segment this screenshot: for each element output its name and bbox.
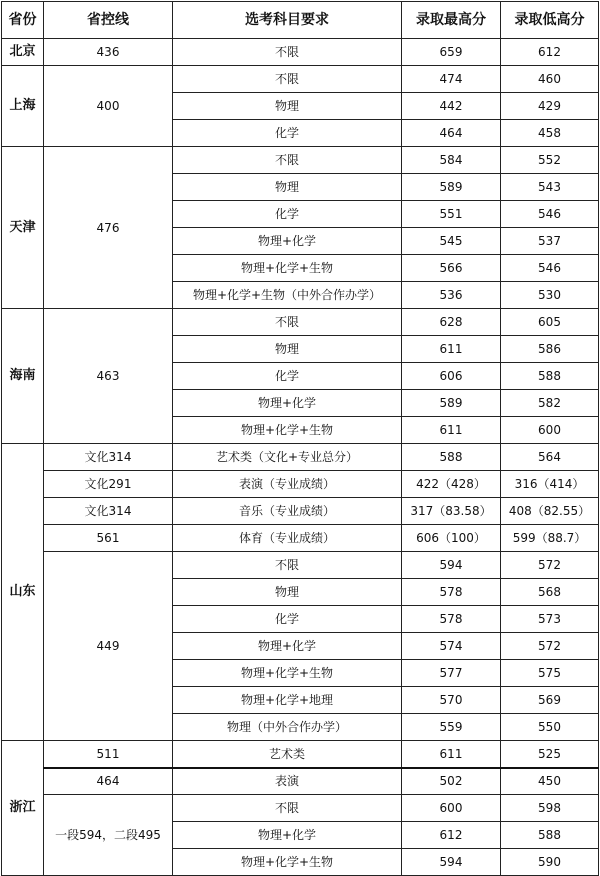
max-score-cell: 566 — [402, 255, 501, 282]
max-score-cell: 545 — [402, 228, 501, 255]
max-score-cell: 502 — [402, 768, 501, 795]
min-score-cell: 573 — [501, 606, 599, 633]
control-line-cell: 一段594，二段495 — [44, 795, 173, 876]
max-score-cell: 611 — [402, 336, 501, 363]
max-score-cell: 588 — [402, 444, 501, 471]
table-row — [2, 471, 599, 498]
max-score-cell: 594 — [402, 552, 501, 579]
max-score-cell: 559 — [402, 714, 501, 741]
subject-requirement-cell: 艺术类 — [173, 741, 402, 768]
subject-requirement-cell: 不限 — [173, 39, 402, 66]
subject-requirement-cell: 物理 — [173, 336, 402, 363]
header-control-line: 省控线 — [44, 2, 173, 39]
min-score-cell: 605 — [501, 309, 599, 336]
max-score-cell: 589 — [402, 390, 501, 417]
min-score-cell: 552 — [501, 147, 599, 174]
subject-requirement-cell: 不限 — [173, 147, 402, 174]
min-score-cell: 530 — [501, 282, 599, 309]
min-score-cell: 598 — [501, 795, 599, 822]
max-score-cell: 584 — [402, 147, 501, 174]
subject-requirement-cell: 物理+化学 — [173, 228, 402, 255]
province-cell: 山东 — [2, 444, 44, 741]
table-row — [2, 309, 599, 336]
subject-requirement-cell: 不限 — [173, 66, 402, 93]
subject-requirement-cell: 化学 — [173, 120, 402, 147]
table-row — [2, 147, 599, 174]
header-row — [2, 2, 599, 39]
max-score-cell: 594 — [402, 849, 501, 876]
control-line-cell: 449 — [44, 552, 173, 741]
control-line-cell: 文化314 — [44, 498, 173, 525]
table-row — [2, 552, 599, 579]
max-score-cell: 659 — [402, 39, 501, 66]
max-score-cell: 578 — [402, 579, 501, 606]
header-province: 省份 — [2, 2, 44, 39]
admission-score-table — [1, 1, 599, 876]
subject-requirement-cell: 物理+化学+地理 — [173, 687, 402, 714]
table-row — [2, 741, 599, 768]
min-score-cell: 525 — [501, 741, 599, 768]
province-cell: 海南 — [2, 309, 44, 444]
min-score-cell: 599（88.7） — [501, 525, 599, 552]
subject-requirement-cell: 化学 — [173, 606, 402, 633]
min-score-cell: 408（82.55） — [501, 498, 599, 525]
min-score-cell: 316（414） — [501, 471, 599, 498]
max-score-cell: 536 — [402, 282, 501, 309]
subject-requirement-cell: 物理+化学 — [173, 633, 402, 660]
max-score-cell: 422（428） — [402, 471, 501, 498]
control-line-cell: 561 — [44, 525, 173, 552]
control-line-cell: 400 — [44, 66, 173, 147]
subject-requirement-cell: 物理+化学+生物 — [173, 849, 402, 876]
max-score-cell: 574 — [402, 633, 501, 660]
max-score-cell: 589 — [402, 174, 501, 201]
max-score-cell: 611 — [402, 417, 501, 444]
subject-requirement-cell: 不限 — [173, 795, 402, 822]
subject-requirement-cell: 物理+化学+生物（中外合作办学） — [173, 282, 402, 309]
subject-requirement-cell: 物理 — [173, 174, 402, 201]
min-score-cell: 575 — [501, 660, 599, 687]
province-cell: 天津 — [2, 147, 44, 309]
max-score-cell: 611 — [402, 741, 501, 768]
header-min-score: 录取低高分 — [501, 2, 599, 39]
subject-requirement-cell: 表演 — [173, 768, 402, 795]
subject-requirement-cell: 物理+化学+生物 — [173, 255, 402, 282]
min-score-cell: 546 — [501, 201, 599, 228]
table-row — [2, 444, 599, 471]
control-line-cell: 436 — [44, 39, 173, 66]
min-score-cell: 590 — [501, 849, 599, 876]
max-score-cell: 606（100） — [402, 525, 501, 552]
subject-requirement-cell: 化学 — [173, 363, 402, 390]
min-score-cell: 450 — [501, 768, 599, 795]
max-score-cell: 464 — [402, 120, 501, 147]
max-score-cell: 577 — [402, 660, 501, 687]
subject-requirement-cell: 音乐（专业成绩） — [173, 498, 402, 525]
min-score-cell: 429 — [501, 93, 599, 120]
control-line-cell: 511 — [44, 741, 173, 768]
province-cell: 北京 — [2, 39, 44, 66]
subject-requirement-cell: 不限 — [173, 552, 402, 579]
min-score-cell: 569 — [501, 687, 599, 714]
subject-requirement-cell: 物理 — [173, 579, 402, 606]
min-score-cell: 572 — [501, 552, 599, 579]
min-score-cell: 600 — [501, 417, 599, 444]
control-line-cell: 文化291 — [44, 471, 173, 498]
min-score-cell: 550 — [501, 714, 599, 741]
max-score-cell: 600 — [402, 795, 501, 822]
control-line-cell: 464 — [44, 768, 173, 795]
table-row — [2, 66, 599, 93]
min-score-cell: 612 — [501, 39, 599, 66]
control-line-cell: 463 — [44, 309, 173, 444]
table-row — [2, 768, 599, 795]
subject-requirement-cell: 化学 — [173, 201, 402, 228]
subject-requirement-cell: 物理（中外合作办学） — [173, 714, 402, 741]
min-score-cell: 582 — [501, 390, 599, 417]
table-row — [2, 795, 599, 822]
max-score-cell: 474 — [402, 66, 501, 93]
max-score-cell: 317（83.58） — [402, 498, 501, 525]
control-line-cell: 文化314 — [44, 444, 173, 471]
subject-requirement-cell: 表演（专业成绩） — [173, 471, 402, 498]
province-cell: 浙江 — [2, 741, 44, 876]
max-score-cell: 442 — [402, 93, 501, 120]
max-score-cell: 578 — [402, 606, 501, 633]
max-score-cell: 606 — [402, 363, 501, 390]
table-body — [2, 39, 599, 876]
min-score-cell: 568 — [501, 579, 599, 606]
min-score-cell: 588 — [501, 822, 599, 849]
min-score-cell: 537 — [501, 228, 599, 255]
subject-requirement-cell: 不限 — [173, 309, 402, 336]
max-score-cell: 628 — [402, 309, 501, 336]
control-line-cell: 476 — [44, 147, 173, 309]
min-score-cell: 572 — [501, 633, 599, 660]
table-row — [2, 525, 599, 552]
min-score-cell: 458 — [501, 120, 599, 147]
province-cell: 上海 — [2, 66, 44, 147]
min-score-cell: 586 — [501, 336, 599, 363]
table-row — [2, 498, 599, 525]
min-score-cell: 543 — [501, 174, 599, 201]
min-score-cell: 546 — [501, 255, 599, 282]
subject-requirement-cell: 艺术类（文化+专业总分） — [173, 444, 402, 471]
max-score-cell: 570 — [402, 687, 501, 714]
subject-requirement-cell: 物理+化学 — [173, 822, 402, 849]
min-score-cell: 564 — [501, 444, 599, 471]
subject-requirement-cell: 物理+化学+生物 — [173, 660, 402, 687]
max-score-cell: 551 — [402, 201, 501, 228]
header-subject-requirement: 选考科目要求 — [173, 2, 402, 39]
min-score-cell: 460 — [501, 66, 599, 93]
min-score-cell: 588 — [501, 363, 599, 390]
table-row — [2, 39, 599, 66]
subject-requirement-cell: 物理 — [173, 93, 402, 120]
subject-requirement-cell: 体育（专业成绩） — [173, 525, 402, 552]
max-score-cell: 612 — [402, 822, 501, 849]
header-max-score: 录取最高分 — [402, 2, 501, 39]
subject-requirement-cell: 物理+化学 — [173, 390, 402, 417]
subject-requirement-cell: 物理+化学+生物 — [173, 417, 402, 444]
